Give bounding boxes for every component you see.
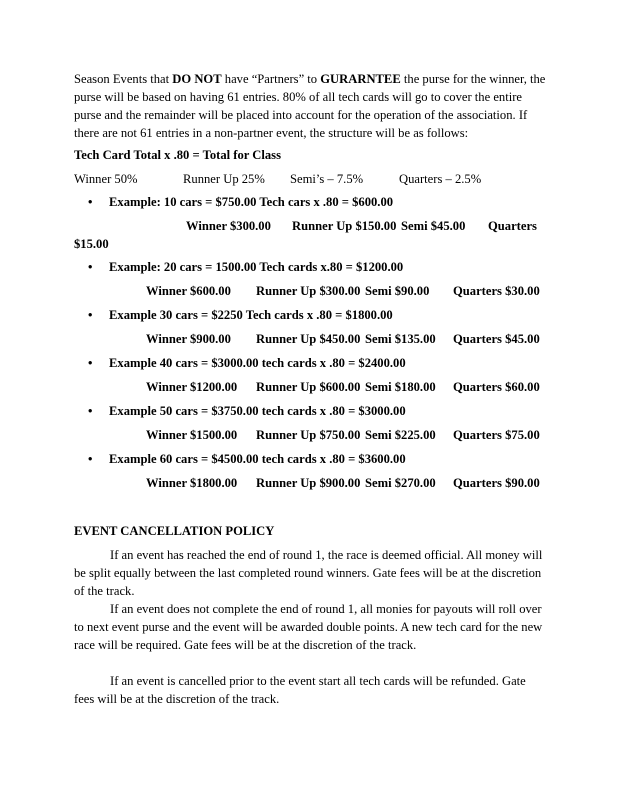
intro-text-2: have “Partners” to [221, 72, 321, 86]
payout-semi: Semi $135.00 [365, 332, 436, 346]
intro-text-3: the purse for the winner, the purse will be based on having 61 entries. 80% of all tech cards will go to cover the entire purse and the remainder will be placed into account for the operation of the association. If there are not 61 entries in a non-partner event, the structure will be as follows: [74, 72, 546, 140]
example-label: Example 30 cars = $2250 Tech cards x .80 = $1800.00 [109, 308, 393, 322]
example-item [88, 450, 406, 468]
payout-runner-up: Runner Up $750.00 [256, 428, 361, 442]
payout-semi: Semi $225.00 [365, 428, 436, 442]
cancellation-paragraph-1: If an event has reached the end of round 1, the race is deemed official. All money will be split equally between the last completed round winners. Gate fees will be at the discretion of the track. [74, 548, 543, 598]
example-label: Example 50 cars = $3750.00 tech cards x .80 = $3000.00 [109, 404, 406, 418]
payout-quarters: Quarters $45.00 [453, 332, 540, 346]
example-label: Example 60 cars = $4500.00 tech cards x .80 = $3600.00 [109, 452, 406, 466]
intro-paragraph [74, 70, 546, 142]
payout-semi: Semi $180.00 [365, 380, 436, 394]
payout-runner-up: Runner Up $300.00 [256, 284, 361, 298]
example-item [88, 258, 403, 276]
payout-winner: Winner $1800.00 [146, 476, 238, 490]
bullet-icon: • [88, 308, 93, 322]
payout-runner-up: Runner Up $900.00 [256, 476, 361, 490]
payout-winner: Winner $1500.00 [146, 428, 238, 442]
cancellation-paragraph-2: If an event does not complete the end of round 1, all monies for payouts will roll over to next event purse and the event will be awarded double points. A new tech card for the new race will be required. Gate fees will be at the discretion of the track. [74, 602, 543, 652]
payout-winner: Winner $600.00 [146, 284, 231, 298]
example-item [88, 193, 393, 211]
cancellation-paragraph-3: If an event is cancelled prior to the event start all tech cards will be refunded. Gate fees will be at the discretion of the track. [74, 674, 526, 706]
payout-quarters: Quarters $75.00 [453, 428, 540, 442]
payout-winner: Winner $900.00 [146, 332, 231, 346]
payout-semi: Semi $270.00 [365, 476, 436, 490]
payout-quarters: Quarters [488, 219, 537, 233]
payout-winner: Winner $300.00 [186, 219, 271, 233]
payout-quarters: Quarters $90.00 [453, 476, 540, 490]
share-runner-up: Runner Up 25% [183, 172, 265, 186]
share-winner: Winner 50% [74, 172, 138, 186]
share-semis: Semi’s – 7.5% [290, 172, 364, 186]
example-label: Example: 10 cars = $750.00 Tech cars x .80 = $600.00 [109, 195, 394, 209]
bullet-icon: • [88, 452, 93, 466]
intro-text-1: Season Events that [74, 72, 173, 86]
payout-quarters-wrap: $15.00 [74, 237, 109, 251]
example-label: Example 40 cars = $3000.00 tech cards x .80 = $2400.00 [109, 356, 406, 370]
payout-runner-up: Runner Up $450.00 [256, 332, 361, 346]
example-item [88, 306, 393, 324]
payout-runner-up: Runner Up $600.00 [256, 380, 361, 394]
intro-emphasis-do-not: DO NOT [172, 72, 222, 86]
bullet-icon: • [88, 356, 93, 370]
payout-semi: Semi $45.00 [401, 219, 466, 233]
example-label: Example: 20 cars = 1500.00 Tech cards x.80 = $1200.00 [109, 260, 404, 274]
formula-line: Tech Card Total x .80 = Total for Class [74, 148, 281, 162]
bullet-icon: • [88, 404, 93, 418]
intro-emphasis-guarantee: GURARNTEE [320, 72, 401, 86]
cancellation-heading: EVENT CANCELLATION POLICY [74, 524, 275, 538]
example-item [88, 354, 406, 372]
payout-quarters: Quarters $30.00 [453, 284, 540, 298]
bullet-icon: • [88, 260, 93, 274]
share-quarters: Quarters – 2.5% [399, 172, 482, 186]
payout-quarters: Quarters $60.00 [453, 380, 540, 394]
payout-semi: Semi $90.00 [365, 284, 430, 298]
example-item [88, 402, 406, 420]
bullet-icon: • [88, 195, 93, 209]
payout-winner: Winner $1200.00 [146, 380, 238, 394]
payout-runner-up: Runner Up $150.00 [292, 219, 397, 233]
